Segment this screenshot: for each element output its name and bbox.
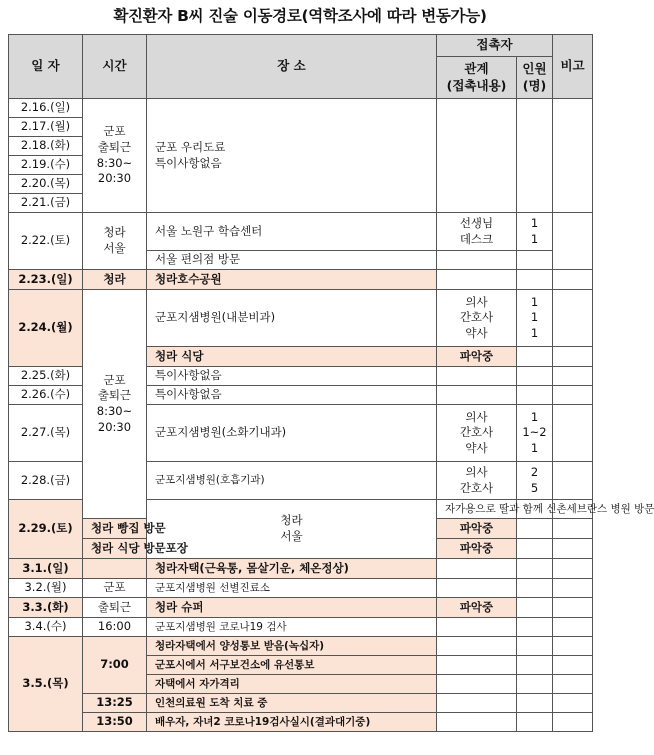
relation-cell <box>437 618 517 637</box>
count-cell <box>517 251 553 270</box>
count-cell <box>517 656 553 675</box>
relation-cell: 의사 간호사 약사 <box>437 405 517 462</box>
note-cell <box>553 579 593 598</box>
note-cell <box>553 598 593 618</box>
place-cell: 특이사항없음 <box>147 367 437 386</box>
relation-cell <box>437 675 517 694</box>
time-cell: 16:00 <box>83 618 147 637</box>
place-cell: 군포지샘병원(소화기내과) <box>147 405 437 462</box>
count-cell <box>517 519 553 539</box>
place-cell: 배우자, 자녀2 코로나19검사실시(결과대기중) <box>147 713 437 732</box>
place-cell: 청라호수공원 <box>147 270 437 290</box>
count-cell <box>517 386 553 405</box>
place-cell: 청라 식당 <box>147 347 437 367</box>
time-cell: 출퇴근 <box>83 598 147 618</box>
date-cell: 2.16.(일) <box>9 99 83 118</box>
movement-table <box>8 34 654 732</box>
count-cell <box>517 713 553 732</box>
count-cell <box>517 539 553 559</box>
count-cell <box>517 559 553 579</box>
note-cell <box>553 386 593 405</box>
place-cell: 청라자택에서 양성통보 받음(녹십자) <box>147 637 437 656</box>
time-cell: 군포 출퇴근 8:30~ 20:30 <box>83 290 147 519</box>
note-cell <box>553 675 593 694</box>
place-cell: 군포 우리도료 특이사항없음 <box>147 99 437 213</box>
relation-cell: 의사 간호사 <box>437 462 517 500</box>
note-cell <box>553 405 593 462</box>
relation-cell <box>437 637 517 656</box>
date-cell: 2.27.(목) <box>9 405 83 462</box>
note-cell <box>553 99 593 213</box>
note-cell <box>553 637 593 656</box>
date-cell: 3.5.(목) <box>9 637 83 732</box>
count-cell <box>517 347 553 367</box>
date-cell: 3.1.(일) <box>9 559 83 579</box>
note-cell <box>553 519 593 539</box>
time-cell: 13:25 <box>83 694 147 713</box>
note-cell <box>553 559 593 579</box>
place-cell: 군포시에서 서구보건소에 유선통보 <box>147 656 437 675</box>
place-cell: 청라자택(근육통, 몸살기운, 체온정상) <box>147 559 437 579</box>
date-cell: 3.4.(수) <box>9 618 83 637</box>
note-cell <box>553 213 593 270</box>
place-cell: 서울 편의점 방문 <box>147 251 437 270</box>
note-cell <box>553 290 593 347</box>
relation-cell: 파악중 <box>437 598 517 618</box>
place-cell: 자가용으로 딸과 함께 신촌세브란스 병원 방문 <box>437 500 517 519</box>
header-relation: 관계 (접촉내용) <box>437 57 517 99</box>
place-cell: 서울 노원구 학습센터 <box>147 213 437 251</box>
relation-cell: 파악중 <box>437 519 517 539</box>
date-cell: 2.24.(월) <box>9 290 83 367</box>
place-cell: 청라 식당 방문포장 <box>83 539 147 559</box>
place-cell: 군포지샘병원(호흡기과) <box>147 462 437 500</box>
relation-cell: 의사 간호사 약사 <box>437 290 517 347</box>
place-cell: 청라 슈퍼 <box>147 598 437 618</box>
time-cell <box>83 559 147 579</box>
count-cell <box>517 675 553 694</box>
relation-cell: 선생님 데스크 <box>437 213 517 251</box>
date-cell: 2.17.(월) <box>9 118 83 137</box>
place-cell: 자택에서 자가격리 <box>147 675 437 694</box>
count-cell <box>517 270 553 290</box>
time-cell: 7:00 <box>83 637 147 694</box>
count-cell <box>517 598 553 618</box>
date-cell: 2.26.(수) <box>9 386 83 405</box>
date-cell: 2.28.(금) <box>9 462 83 500</box>
date-cell: 2.23.(일) <box>9 270 83 290</box>
date-cell: 2.18.(화) <box>9 137 83 156</box>
place-cell: 청라 빵집 방문 <box>83 519 147 539</box>
place-cell: 인천의료원 도착 치료 중 <box>147 694 437 713</box>
header-contact: 접촉자 <box>437 35 553 57</box>
note-cell <box>553 618 593 637</box>
date-cell: 3.2.(월) <box>9 579 83 598</box>
relation-cell <box>437 656 517 675</box>
date-cell: 2.20.(목) <box>9 175 83 194</box>
header-time: 시간 <box>83 35 147 99</box>
count-cell <box>517 579 553 598</box>
relation-cell <box>437 559 517 579</box>
relation-cell: 파악중 <box>437 347 517 367</box>
relation-cell <box>437 694 517 713</box>
count-cell: 1 1~2 1 <box>517 405 553 462</box>
note-cell <box>553 367 593 386</box>
note-cell <box>553 270 593 290</box>
note-cell <box>553 462 593 500</box>
date-cell: 3.3.(화) <box>9 598 83 618</box>
place-cell: 특이사항없음 <box>147 386 437 405</box>
page-title: 확진환자 B씨 진술 이동경로(역학조사에 따라 변동가능) <box>113 7 487 25</box>
count-cell: 2 5 <box>517 462 553 500</box>
note-cell <box>553 694 593 713</box>
count-cell: 1 1 <box>517 213 553 251</box>
place-cell: 군포지샘병원 코로나19 검사 <box>147 618 437 637</box>
time-cell: 청라 <box>83 270 147 290</box>
header-place: 장 소 <box>147 35 437 99</box>
count-cell: 1 1 1 <box>517 290 553 347</box>
count-cell <box>517 637 553 656</box>
time-cell: 청라 서울 <box>83 213 147 270</box>
note-cell <box>553 539 593 559</box>
count-cell <box>517 694 553 713</box>
date-cell: 2.21.(금) <box>9 194 83 213</box>
relation-cell <box>437 579 517 598</box>
header-count: 인원 (명) <box>517 57 553 99</box>
relation-cell <box>437 386 517 405</box>
date-cell: 2.22.(토) <box>9 213 83 270</box>
count-cell <box>517 618 553 637</box>
header-note: 비고 <box>553 35 593 99</box>
count-cell <box>517 367 553 386</box>
note-cell <box>553 713 593 732</box>
time-cell: 13:50 <box>83 713 147 732</box>
place-cell: 군포지샘병원 선별진료소 <box>147 579 437 598</box>
relation-cell <box>437 99 517 213</box>
relation-cell <box>437 270 517 290</box>
time-cell: 청라 서울 <box>147 500 437 559</box>
place-cell: 군포지샘병원(내분비과) <box>147 290 437 347</box>
note-cell <box>553 347 593 367</box>
date-cell: 2.19.(수) <box>9 156 83 175</box>
header-date: 일 자 <box>9 35 83 99</box>
note-cell <box>553 656 593 675</box>
relation-cell <box>437 367 517 386</box>
relation-cell: 파악중 <box>437 539 517 559</box>
relation-cell <box>437 251 517 270</box>
date-cell: 2.29.(토) <box>9 500 83 559</box>
time-cell: 군포 출퇴근 8:30~ 20:30 <box>83 99 147 213</box>
count-cell <box>517 99 553 213</box>
date-cell: 2.25.(화) <box>9 367 83 386</box>
relation-cell <box>437 713 517 732</box>
time-cell: 군포 <box>83 579 147 598</box>
